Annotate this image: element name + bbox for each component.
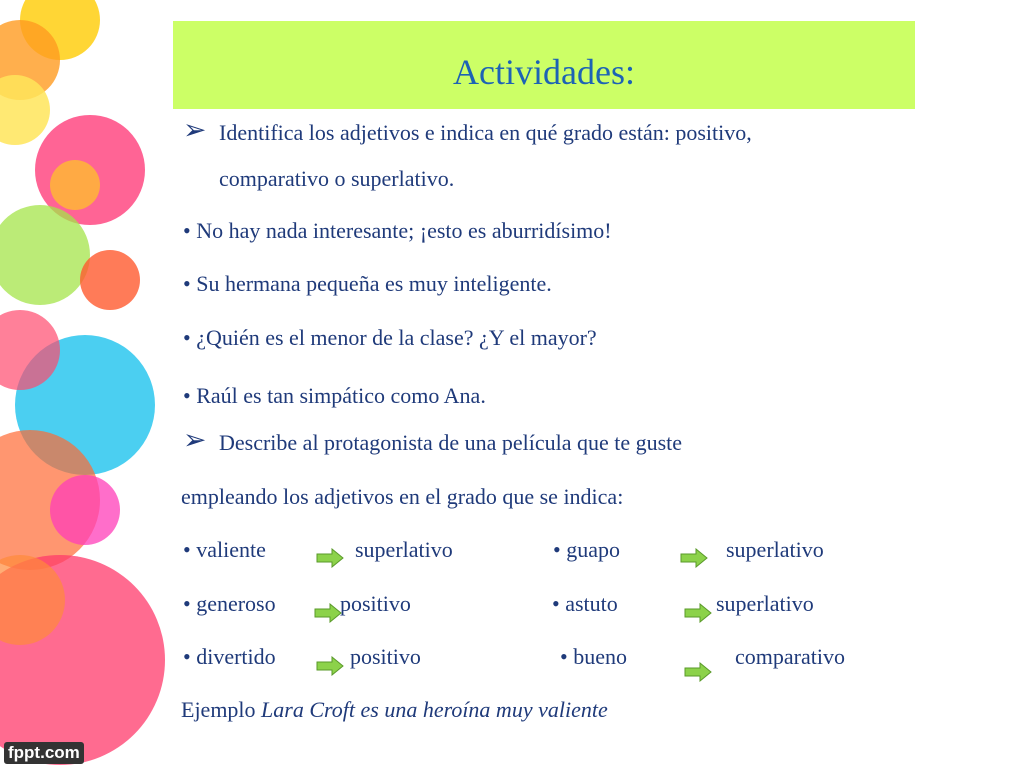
right-arrow-icon: [314, 603, 342, 623]
example-text: Lara Croft es una heroína muy valiente: [261, 697, 608, 722]
example-label: Ejemplo: [181, 697, 256, 722]
sentence-text: No hay nada interesante; ¡esto es aburridísimo!: [196, 218, 612, 243]
task2-line2: empleando los adjetivos en el grado que se indica:: [181, 484, 624, 509]
right-arrow-icon: [684, 603, 712, 623]
watermark-logo: fppt.com: [4, 742, 84, 764]
grade-label: superlativo: [726, 537, 824, 562]
right-arrow-icon: [684, 662, 712, 682]
grade-label: superlativo: [355, 537, 453, 562]
right-arrow-icon: [316, 656, 344, 676]
sentence-text: Raúl es tan simpático como Ana.: [196, 383, 486, 408]
arrowhead-bullet-icon: ➢: [183, 113, 207, 146]
right-arrow-icon: [680, 548, 708, 568]
sentence-item: • ¿Quién es el menor de la clase? ¿Y el mayor?: [183, 325, 597, 350]
grade-label: positivo: [340, 591, 411, 616]
adjective-item: • divertido: [183, 644, 276, 669]
adjective-item: • astuto: [552, 591, 618, 616]
adjective-item: • valiente: [183, 537, 266, 562]
adjective-item: • guapo: [553, 537, 620, 562]
page-title: Actividades:: [453, 52, 635, 92]
task1-line1: Identifica los adjetivos e indica en qué grado están: positivo,: [219, 120, 752, 145]
decorative-bubbles: [0, 0, 190, 768]
task1-line2: comparativo o superlativo.: [219, 166, 455, 191]
grade-label: superlativo: [716, 591, 814, 616]
sentence-text: Su hermana pequeña es muy inteligente.: [196, 271, 552, 296]
adjective-item: • bueno: [560, 644, 627, 669]
title-box: [173, 21, 915, 109]
right-arrow-icon: [316, 548, 344, 568]
grade-label: comparativo: [735, 644, 845, 669]
sentence-text: ¿Quién es el menor de la clase? ¿Y el mayor?: [196, 325, 597, 350]
adjective-item: • generoso: [183, 591, 276, 616]
arrowhead-bullet-icon: ➢: [183, 423, 207, 456]
sentence-item: • No hay nada interesante; ¡esto es aburridísimo!: [183, 218, 612, 243]
example-line: [181, 697, 608, 723]
sentence-item: • Raúl es tan simpático como Ana.: [183, 383, 486, 408]
grade-label: positivo: [350, 644, 421, 669]
sentence-item: • Su hermana pequeña es muy inteligente.: [183, 271, 552, 296]
task2-line1: Describe al protagonista de una película que te guste: [219, 430, 683, 455]
